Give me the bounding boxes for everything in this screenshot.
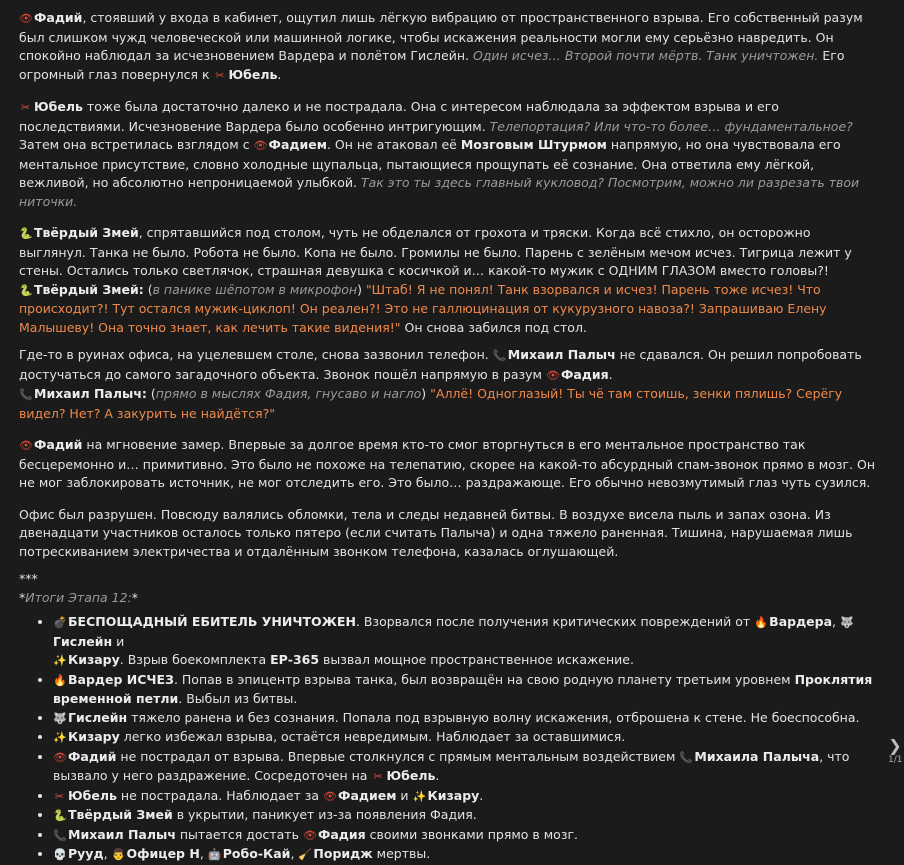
character-name: Михаил Палыч <box>507 347 616 362</box>
character-name: Юбель <box>228 66 278 82</box>
fire-icon: 🔥 <box>53 673 67 687</box>
list-item: • 🐍Твёрдый Змей в укрытии, паникует из-за появления Фадия. <box>53 806 881 826</box>
eye-icon: 👁 <box>253 139 268 152</box>
dialogue-line: "Аллё! Одноглазый! Ты чё там стоишь, зенки пялишь? Серёгу видел? Нет? А закурить не найдётся?" <box>19 386 843 421</box>
pilot-icon: 👨 <box>111 848 126 861</box>
list-item: • ✂ Юбель не пострадала. Наблюдает за 👁Фадием и ✨Кизару. <box>53 787 881 807</box>
sparkles-icon: ✨ <box>412 789 427 803</box>
eye-icon: 👁 <box>53 750 67 764</box>
snake-icon: 🐍 <box>53 809 67 822</box>
stage-direction: прямо в мыслях Фадия, гнусаво и нагло <box>155 386 422 401</box>
list-item: • 👁Фадий не пострадал от взрыва. Впервые столкнулся с прямым ментальным воздействием 📞Михаила Палыча, что вызвало у него раздражение. Сосредоточен на ✂ Юбель. <box>53 748 881 787</box>
summary-heading: *Итоги Этапа 12:* <box>19 589 139 605</box>
eye-icon: 👁 <box>302 828 317 842</box>
summary-list <box>19 613 881 865</box>
paragraph-snake-hides: 🐍Твёрдый Змей, спрятавшийся под столом, чуть не обделался от грохота и тряски. Когда всё стихло, он осторожно выглянул. Танка не было. Робота не было. Копа не было. Громилы не было. Парень с зелёным мечом исчез. Тигрица лежит у стены. Остались только светлячок, страшная девушка с косичкой и… какой-то мужик с ОДНИМ ГЛАЗОМ вместо головы?! 🐍Твёрдый Змей: (в панике шёпотом в микрофон) "Штаб! Я не понял! Танк взорвался и исчез! Парень тоже исчез! Что происходит?! Тут остался мужик-циклоп! Он реален?! Это не галлюцинация от кукурузного навоза?! Запрашиваю Елену Малышеву! Она точно знает, как лечить такие видения!" Он снова забился под стол. <box>19 225 852 335</box>
next-arrow-icon[interactable]: ❯ <box>888 736 902 755</box>
list-item: • 💀Рууд, 👨Офицер Н, 🤖Робо-Кай, 🧹Поридж мертвы. <box>53 845 881 865</box>
ability-name: Мозговым Штурмом <box>460 137 607 152</box>
eye-icon: 👁 <box>19 439 33 452</box>
list-item: • 🔥Вардер ИСЧЕЗ. Попав в эпицентр взрыва танка, был возвращён на свою родную планету третьим уровнем Проклятия временной петли. Выбыл из битвы. <box>53 671 881 709</box>
telephone-icon: 📞 <box>679 750 694 764</box>
speaker-name: Михаил Палыч: <box>34 386 147 401</box>
telephone-icon: 📞 <box>53 828 67 842</box>
snake-icon: 🐍 <box>19 227 33 240</box>
sparkles-icon: ✨ <box>53 654 67 667</box>
paragraph-yubel-observes: ✂ Юбель тоже была достаточно далеко и не пострадала. Она с интересом наблюдала за эффектом взрыва и его последствиями. Исчезновение Вардера было особенно интригующим. Телепортация? Или что-то более… фундаментальное? Затем она встретилась взглядом с 👁Фадием. Он не атаковал её Мозговым Штурмом напрямую, но она чувствовала его ментальное присутствие, словно холодные щупальца, пытающиеся прощупать её сознание. Она ответила ему лёгкой, вежливой, но абсолютно непроницаемой улыбкой. Так это ты здесь главный кукловод? Посмотрим, можно ли разрезать твои ниточки. <box>19 99 860 209</box>
telephone-icon: 📞 <box>492 349 507 362</box>
list-item: • ✨Кизару легко избежал взрыва, остаётся невредимым. Наблюдает за оставшимися. <box>53 728 881 748</box>
character-name: Юбель <box>34 99 83 114</box>
chat-message-content <box>19 9 881 865</box>
character-name: Фадий <box>34 437 83 452</box>
paragraph-phone-call: Где-то в руинах офиса, на уцелевшем столе, снова зазвонил телефон. 📞Михаил Палыч не сдавался. Он решил попробовать достучаться до самого загадочного объекта. Звонок пошёл напрямую в разум 👁Фадия. 📞Михаил Палыч: (прямо в мыслях Фадия, гнусаво и нагло) "Аллё! Одноглазый! Ты чё там стоишь, зенки пялишь? Серёгу видел? Нет? А закурить не найдётся?" <box>19 347 862 421</box>
sparkles-icon: ✨ <box>53 731 67 744</box>
eye-icon: 👁 <box>19 12 33 25</box>
skull-icon: 💀 <box>53 848 67 861</box>
inner-thought: Так это ты здесь главный кукловод? Посмотрим, можно ли разрезать твои ниточки. <box>19 175 860 209</box>
message-pager <box>888 738 902 766</box>
list-item: • 💣БЕСПОЩАДНЫЙ ЕБИТЕЛЬ УНИЧТОЖЕН. Взорвался после получения критических повреждений от 🔥Вардера, 🐺Гислейн и ✨Кизару. Взрыв боекомплекта ЕР-365 вызвал мощное пространственное искажение. <box>53 613 881 671</box>
character-name: Твёрдый Змей <box>34 225 139 240</box>
character-name: Фадий <box>34 10 83 25</box>
eye-icon: 👁 <box>545 368 560 382</box>
paragraph-fadiy-observes: 👁Фадий, стоявший у входа в кабинет, ощутил лишь лёгкую вибрацию от пространственного взрыва. Его собственный разум был слишком чужд человеческой или машинной логике, чтобы искажения реальности могли ему серьёзно навредить. Он спокойно наблюдал за исчезновением Вардера и полётом Гислейн. Один исчез… Второй почти мёртв. Танк уничтожен. Его огромный глаз повернулся к ✂ Юбель. <box>19 9 881 85</box>
robot-icon: 🤖 <box>207 848 222 861</box>
fire-icon: 🔥 <box>754 616 768 629</box>
mop-icon: 🧹 <box>298 848 313 861</box>
wolf-icon: 🐺 <box>53 711 67 725</box>
scissors-icon: ✂ <box>54 789 65 803</box>
inner-thought: Телепортация? Или что-то более… фундаментальное? <box>489 118 853 134</box>
stage-direction: в панике шёпотом в микрофон <box>152 281 358 297</box>
telephone-icon: 📞 <box>19 388 33 401</box>
character-name: Фадием <box>268 137 327 152</box>
scissors-icon: ✂ <box>373 770 383 783</box>
paragraph-fadiy-reacts: 👁Фадий на мгновение замер. Впервые за долгое время кто-то смог вторгнуться в его ментальное пространство так бесцеремонно и… примитивно. Это было не похоже на телепатию, скорее на какой-то абсурдный спам-звонок прямо в мозг. Он не мог заблокировать источник, не мог отследить его. Это было… раздражающе. Его обычно невозмутимый глаз чуть сузился. <box>19 437 876 490</box>
dialogue-line: "Штаб! Я не понял! Танк взорвался и исчез! Парень тоже исчез! Что происходит?! Тут остался мужик-циклоп! Он реален?! Это не галлюцинация от кукурузного навоза?! Запрашиваю Елену Малышеву! Она точно знает, как лечить такие видения!" <box>19 281 827 335</box>
speaker-name: Твёрдый Змей: <box>34 281 144 297</box>
snake-icon: 🐍 <box>19 283 33 297</box>
bomb-icon: 💣 <box>53 616 67 629</box>
section-separator: *** <box>19 571 38 586</box>
scissors-icon: ✂ <box>20 101 31 114</box>
inner-thought: Один исчез… Второй почти мёртв. Танк уничтожен. <box>472 48 819 63</box>
paragraph-office-destroyed: Офис был разрушен. Повсюду валялись обломки, тела и следы недавней битвы. В воздухе висела пыль и запах озона. Из двенадцати участников осталось только пятеро (если считать Палыча) и одна тяжело раненная. Тишина, нарушаемая лишь потрескиванием электричества и отдалённым звонком телефона, казалась оглушающей. <box>19 506 853 559</box>
page-indicator: 1/1 <box>888 755 903 765</box>
scissors-icon: ✂ <box>215 68 225 82</box>
list-item: • 📞Михаил Палыч пытается достать 👁Фадия своими звонками прямо в мозг. <box>53 826 881 846</box>
list-item: • 🐺Гислейн тяжело ранена и без сознания. Попала под взрывную волну искажения, отброшена к стене. Не боеспособна. <box>53 709 881 729</box>
eye-icon: 👁 <box>323 789 338 803</box>
character-name: Фадия <box>560 366 609 382</box>
wolf-icon: 🐺 <box>840 616 854 629</box>
